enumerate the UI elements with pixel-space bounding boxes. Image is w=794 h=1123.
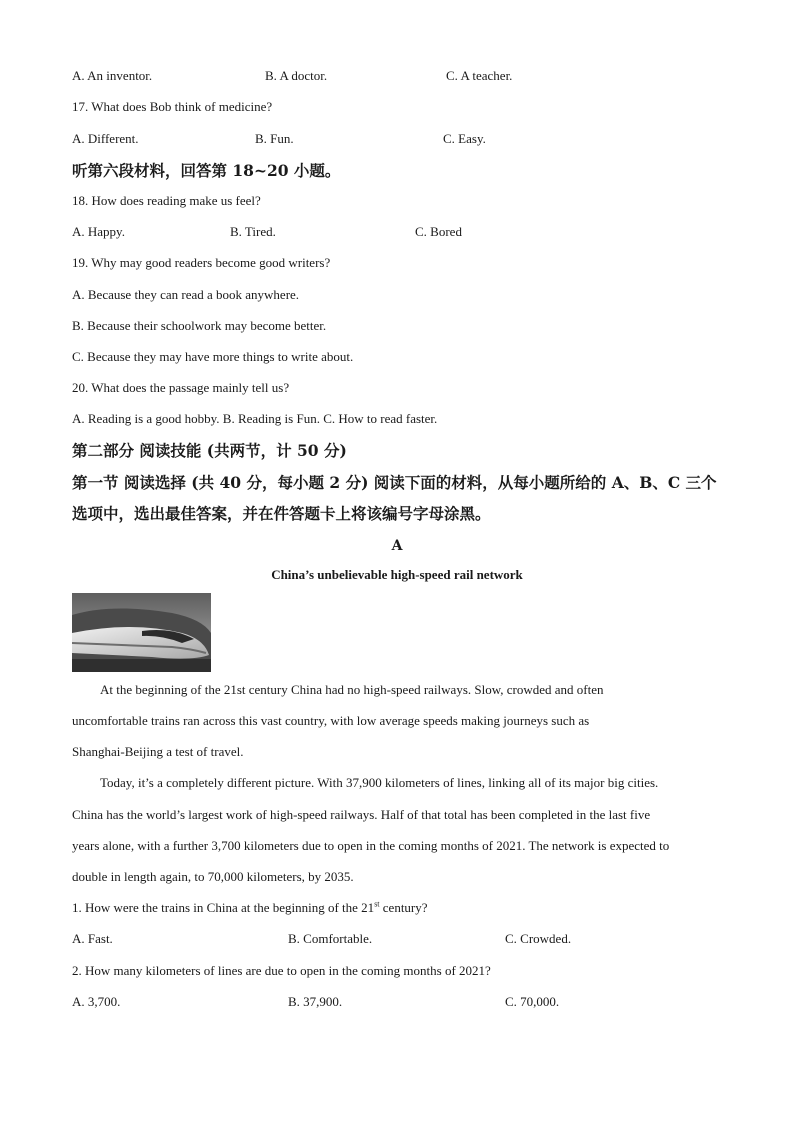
section1-heading-line1: 第一节 阅读选择 (共 40 分，每小题 2 分) 阅读下面的材料，从每小题所给的 A、B、C 三个 [72,473,717,492]
q16-option-b: B. A doctor. [265,68,328,83]
passage-p1-line2: uncomfortable trains ran across this vast country, with low average speeds making journeys such as [72,713,590,728]
rq1-option-a: A. Fast. [72,931,113,946]
train-photo [72,593,211,672]
q17-option-b: B. Fun. [255,131,294,146]
rq2-option-c: C. 70,000. [505,994,560,1009]
rq1-question-tail: century? [379,900,428,915]
passage-letter: A [391,538,403,554]
rq1-question-text: 1. How were the trains in China at the beginning of the 21 [72,900,375,915]
q20-options: A. Reading is a good hobby. B. Reading is Fun. C. How to read faster. [72,411,438,426]
passage-p2-line2: China has the world’s largest work of high-speed railways. Half of that total has been completed in the last five [72,807,651,822]
q18-option-c: C. Bored [415,224,462,239]
section1-heading-line2: 选项中，选出最佳答案，并在件答题卡上将该编号字母涂黑。 [72,504,491,523]
passage-p1-line1: At the beginning of the 21st century China had no high-speed railways. Slow, crowded and often [100,682,604,697]
q20-question: 20. What does the passage mainly tell us? [72,380,290,395]
section6-heading: 听第六段材料，回答第 18~20 小题。 [72,161,341,180]
rq1-superscript: st [374,899,380,909]
rq2-option-b: B. 37,900. [288,994,343,1009]
rq2-options [0,994,794,1010]
rq1-question [72,900,428,916]
passage-title: China’s unbelievable high-speed rail network [271,567,523,582]
q17-options [0,131,794,147]
q19-option-c: C. Because they may have more things to write about. [72,349,354,364]
q17-option-c: C. Easy. [443,131,486,146]
rq2-question: 2. How many kilometers of lines are due to open in the coming months of 2021? [72,963,491,978]
q17-question: 17. What does Bob think of medicine? [72,99,273,114]
passage-p2-line1: Today, it’s a completely different picture. With 37,900 kilometers of lines, linking all of its major big cities. [100,775,659,790]
q18-option-b: B. Tired. [230,224,276,239]
q18-options [0,224,794,240]
q19-option-a: A. Because they can read a book anywhere. [72,287,300,302]
rq1-option-c: C. Crowded. [505,931,572,946]
q16-option-c: C. A teacher. [446,68,513,83]
q16-option-a: A. An inventor. [72,68,153,83]
rq2-option-a: A. 3,700. [72,994,121,1009]
rq1-option-b: B. Comfortable. [288,931,373,946]
q18-option-a: A. Happy. [72,224,125,239]
passage-p2-line4: double in length again, to 70,000 kilometers, by 2035. [72,869,354,884]
q16-options [0,68,794,84]
part2-heading: 第二部分 阅读技能 (共两节，计 50 分) [72,441,347,460]
q17-option-a: A. Different. [72,131,139,146]
rq1-options [0,931,794,947]
passage-p1-line3: Shanghai-Beijing a test of travel. [72,744,244,759]
passage-p2-line3: years alone, with a further 3,700 kilometers due to open in the coming months of 2021. The network is expected to [72,838,670,853]
q19-option-b: B. Because their schoolwork may become better. [72,318,327,333]
q19-question: 19. Why may good readers become good writers? [72,255,331,270]
q18-question: 18. How does reading make us feel? [72,193,261,208]
